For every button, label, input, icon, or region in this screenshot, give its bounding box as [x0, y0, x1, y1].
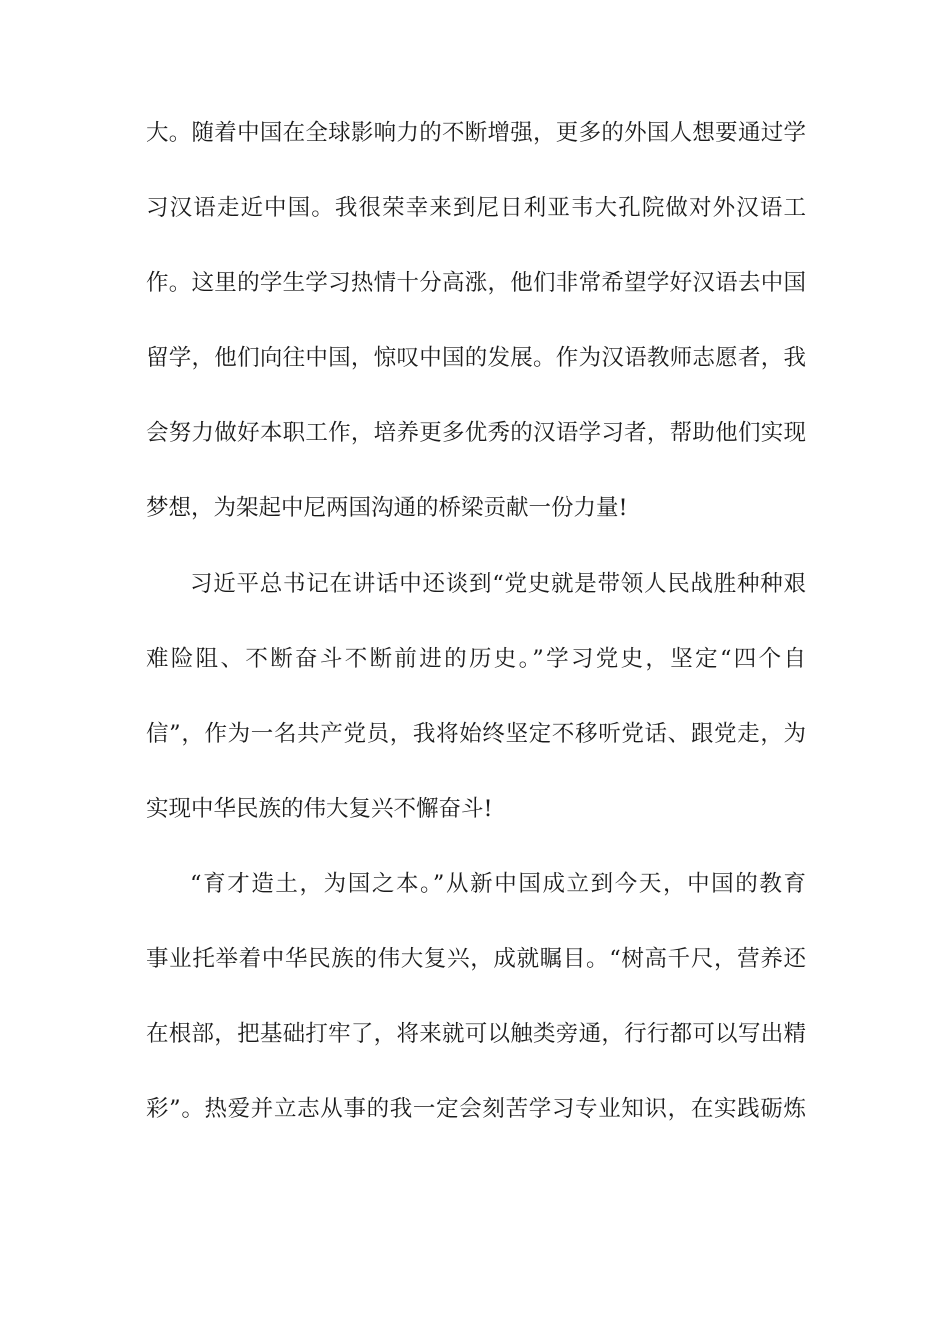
text-line: 信”，作为一名共产党员，我将始终坚定不移听党话、跟党走，为: [146, 721, 806, 747]
text-line: 事业托举着中华民族的伟大复兴，成就瞩目。“树高千尺，营养还: [146, 946, 806, 972]
text-line: 习汉语走近中国。我很荣幸来到尼日利亚韦大孔院做对外汉语工: [146, 195, 806, 221]
text-line: 作。这里的学生学习热情十分高涨，他们非常希望学好汉语去中国: [146, 270, 806, 296]
text-line: 梦想，为架起中尼两国沟通的桥梁贡献一份力量!: [146, 495, 628, 521]
text-line: 彩”。热爱并立志从事的我一定会刻苦学习专业知识，在实践砺炼: [146, 1096, 806, 1122]
text-line: 大。随着中国在全球影响力的不断增强，更多的外国人想要通过学: [146, 120, 806, 146]
text-line: 实现中华民族的伟大复兴不懈奋斗!: [146, 796, 493, 822]
text-line: 在根部，把基础打牢了，将来就可以触类旁通，行行都可以写出精: [146, 1021, 806, 1047]
text-line: 会努力做好本职工作，培养更多优秀的汉语学习者，帮助他们实现: [146, 420, 806, 446]
paragraph-first-line: 习近平总书记在讲话中还谈到“党史就是带领人民战胜种种艰: [190, 571, 806, 597]
text-line: 留学，他们向往中国，惊叹中国的发展。作为汉语教师志愿者，我: [146, 345, 806, 371]
text-line: 难险阻、不断奋斗不断前进的历史。”学习党史，坚定“四个自: [146, 646, 806, 672]
paragraph-first-line: “育才造土，为国之本。”从新中国成立到今天，中国的教育: [190, 871, 806, 897]
